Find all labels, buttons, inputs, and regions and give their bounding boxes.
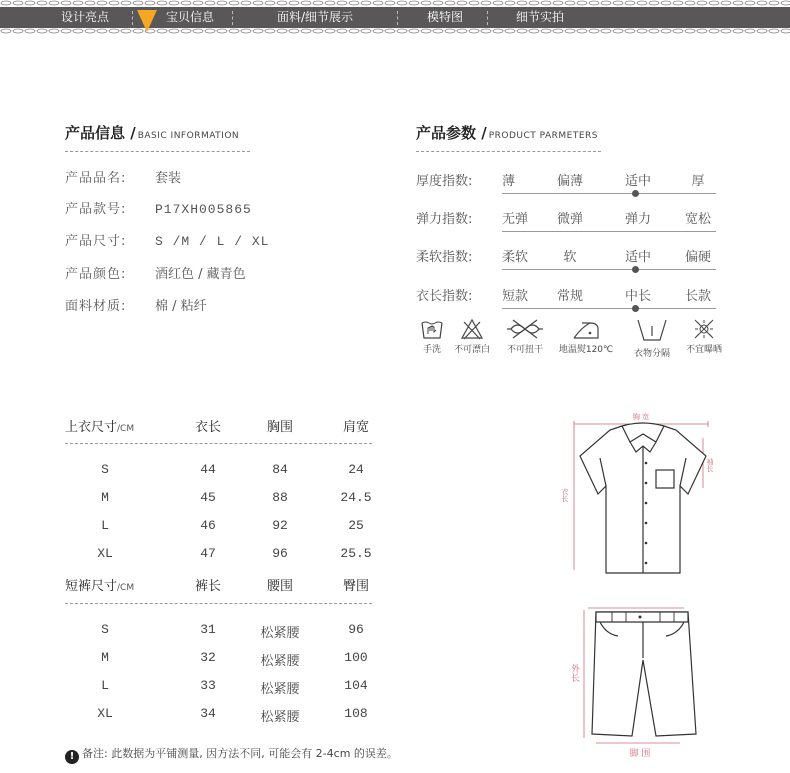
info-row-size: 产品尺寸: S /M / L / XL [65, 234, 270, 249]
value-cell: 32 [200, 650, 216, 665]
value-cell: 100 [344, 650, 368, 665]
value-cell: 24 [348, 462, 364, 477]
param-option: 偏薄 [556, 174, 583, 189]
no-wring-icon [505, 318, 545, 340]
nav-bar [0, 7, 790, 28]
measurement-note: ! 备注: 此数据为平铺测量, 因方法不同, 可能会有 2-4cm 的误差。 [65, 745, 398, 764]
param-option: 中长 [624, 289, 651, 304]
nav-item-design-highlights[interactable]: 设计亮点 [60, 10, 109, 24]
nav-separator [232, 11, 233, 25]
divider [65, 151, 250, 152]
no-bleach-icon [459, 318, 485, 340]
decorative-chain-top [0, 0, 790, 6]
size-cell: L [101, 678, 109, 693]
value-cell: 松紧腰 [260, 626, 300, 641]
value-cell: 88 [272, 490, 288, 505]
shorts-size-title: 短裤尺寸/CM [65, 579, 135, 594]
product-info-title: 产品信息 / BASIC INFORMATION [65, 124, 240, 142]
param-row [416, 246, 716, 276]
care-no-wring [495, 318, 555, 355]
value-cell: 108 [344, 706, 368, 721]
param-option: 厚 [691, 174, 705, 189]
param-scale-line [502, 308, 716, 309]
value-cell: 96 [272, 546, 288, 561]
value-cell: 34 [200, 706, 216, 721]
value-cell: 松紧腰 [260, 654, 300, 669]
param-label: 柔软指数: [416, 250, 473, 265]
param-option: 无弹 [502, 212, 529, 227]
size-cell: XL [97, 706, 113, 721]
shorts-diagram [560, 600, 730, 765]
care-label: 不可漂白 [453, 345, 490, 355]
nav-separator [397, 11, 398, 25]
top-size-title: 上衣尺寸/CM [65, 420, 135, 435]
top-size-header: 衣长 [194, 420, 221, 435]
care-label: 衣物分隔 [633, 349, 670, 359]
care-iron [556, 318, 616, 355]
care-no-bleach [442, 318, 502, 355]
iron-icon [568, 318, 604, 340]
param-option: 弹力 [624, 212, 651, 227]
value-cell: 松紧腰 [260, 710, 300, 725]
info-row-material: 面料材质: 棉 / 粘纤 [65, 299, 207, 314]
exclamation-icon: ! [65, 750, 79, 764]
value-cell: 25 [348, 518, 364, 533]
param-label: 衣长指数: [416, 289, 473, 304]
nav-item-fabric-detail[interactable]: 面料/细节展示 [276, 10, 354, 24]
size-cell: XL [97, 546, 113, 561]
value-cell: 33 [200, 678, 216, 693]
value-cell: 24.5 [340, 490, 372, 505]
value-cell: 31 [200, 622, 216, 637]
decorative-chain-bottom [0, 28, 790, 34]
top-nav [0, 0, 790, 33]
value-cell: 44 [200, 462, 216, 477]
param-row [416, 170, 716, 200]
length-label: 衣长 [561, 488, 569, 502]
value-cell: 25.5 [340, 546, 372, 561]
shirt-diagram [560, 408, 730, 580]
param-scale-line [502, 231, 716, 232]
info-row-color: 产品颜色: 酒红色 / 藏青色 [65, 267, 246, 282]
care-no-sun [674, 318, 734, 355]
param-row [416, 208, 716, 238]
param-option: 长款 [684, 289, 711, 304]
value-cell: 104 [344, 678, 368, 693]
care-label: 不宜曝晒 [685, 345, 722, 355]
nav-item-detail-photos[interactable]: 细节实拍 [515, 10, 564, 24]
value-cell: 84 [272, 462, 288, 477]
param-option: 宽松 [684, 212, 711, 227]
nav-separator [487, 11, 488, 25]
param-option: 微弹 [556, 212, 583, 227]
care-label: 不可扭干 [506, 345, 543, 355]
chest-label: 胸 宽 [632, 413, 650, 421]
param-selected-dot [632, 266, 639, 273]
param-selected-dot [632, 305, 639, 312]
value-cell: 46 [200, 518, 216, 533]
nav-item-product-info[interactable]: 宝贝信息 [165, 10, 214, 24]
param-option: 软 [563, 250, 577, 265]
size-cell: S [101, 622, 109, 637]
size-cell: M [101, 650, 109, 665]
info-row-name: 产品品名: 套装 [65, 171, 182, 186]
divider [416, 151, 601, 152]
param-scale-line [502, 193, 716, 194]
nav-item-model[interactable]: 模特图 [426, 10, 463, 24]
param-option: 常规 [556, 289, 583, 304]
shorts-size-header: 臀围 [342, 579, 369, 594]
param-option: 适中 [624, 174, 651, 189]
no-sun-icon [691, 318, 717, 340]
param-option: 短款 [502, 289, 529, 304]
shorts-size-header: 腰围 [266, 579, 293, 594]
size-cell: S [101, 462, 109, 477]
param-option: 柔软 [502, 250, 529, 265]
nav-separator [132, 11, 133, 25]
divider [65, 603, 372, 604]
param-label: 弹力指数: [416, 212, 473, 227]
info-row-code: 产品款号: P17XH005865 [65, 202, 252, 217]
param-option: 适中 [624, 250, 651, 265]
size-cell: L [101, 518, 109, 533]
top-size-header: 胸围 [266, 420, 293, 435]
value-cell: 45 [200, 490, 216, 505]
param-option: 薄 [502, 174, 516, 189]
value-cell: 47 [200, 546, 216, 561]
top-size-header: 肩宽 [342, 420, 369, 435]
product-params-title: 产品参数 / PRODUCT PARMETERS [416, 124, 598, 142]
divider [65, 443, 372, 444]
size-cell: M [101, 490, 109, 505]
active-nav-arrow-icon [137, 10, 157, 32]
value-cell: 96 [348, 622, 364, 637]
sleeve-label: 袖长 [706, 458, 714, 472]
hem-label: 脚 围 [629, 749, 651, 759]
param-row [416, 285, 716, 315]
value-cell: 松紧腰 [260, 682, 300, 697]
param-selected-dot [632, 190, 639, 197]
outer-length-label: 外长 [569, 664, 579, 682]
param-option: 偏硬 [684, 250, 711, 265]
shorts-size-header: 裤长 [194, 579, 221, 594]
care-separate-wash [622, 318, 682, 359]
care-label: 手洗 [422, 345, 441, 355]
value-cell: 92 [272, 518, 288, 533]
care-label: 地温熨120℃ [558, 345, 614, 355]
param-scale-line [502, 269, 716, 270]
separate-wash-icon [634, 318, 670, 344]
param-label: 厚度指数: [416, 174, 473, 189]
